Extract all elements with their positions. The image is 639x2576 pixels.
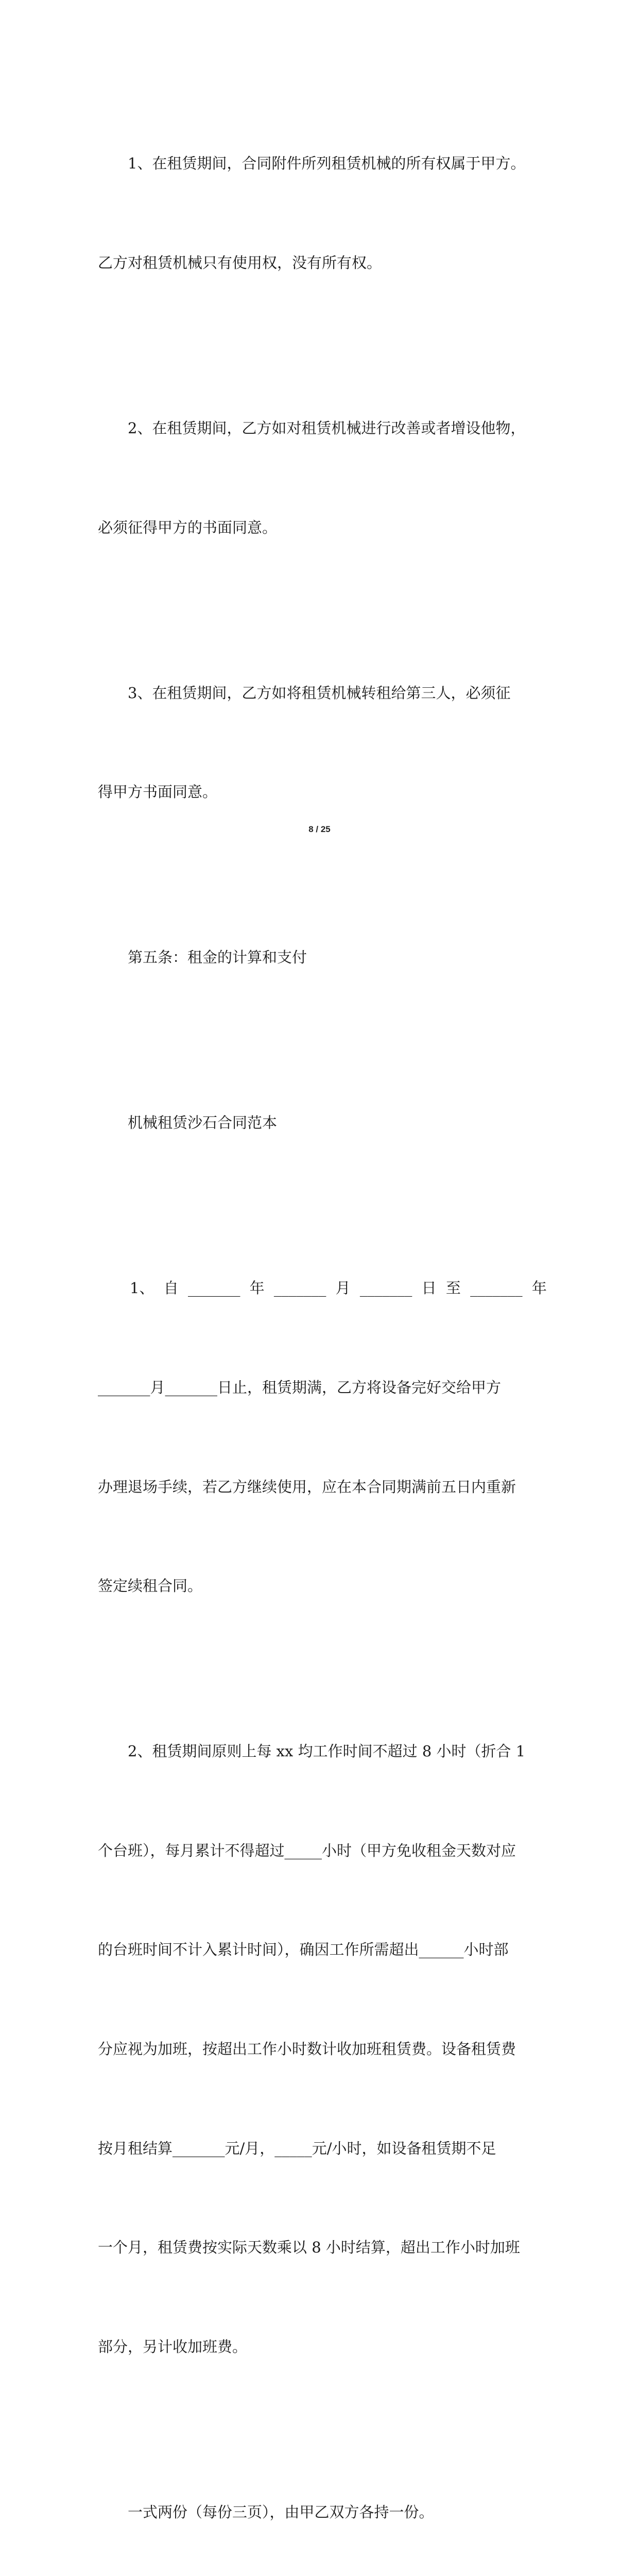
paragraph-line: 按月租结算_______元/月，_____元/小时，如设备租赁期不足 (98, 2139, 496, 2157)
paragraph-copies (98, 2429, 547, 2576)
paragraph-line: 个台班），每月累计不得超过_____小时（甲方免收租金天数对应 (98, 1841, 516, 1859)
paragraph-improvement (98, 346, 547, 611)
paragraph-sublease (98, 610, 547, 875)
paragraph-ownership (98, 81, 547, 346)
lease-term-date-line (98, 1272, 547, 1304)
page-number: 8 / 25 (308, 824, 331, 834)
document-subtitle (98, 1040, 547, 1206)
paragraph-line: 必须征得甲方的书面同意。 (98, 518, 278, 536)
date-part: 自 (163, 1279, 179, 1297)
paragraph-line: 机械租赁沙石合同范本 (128, 1114, 278, 1132)
blank-field: _______ (187, 1279, 240, 1297)
paragraph-line: 部分，另计收加班费。 (98, 2337, 248, 2355)
paragraph-line: 1、在租赁期间，合同附件所列租赁机械的所有权属于甲方。 (128, 155, 526, 173)
paragraph-lease-term (98, 1206, 547, 1669)
date-part: 月 (335, 1279, 351, 1297)
section-heading-article-5 (98, 875, 547, 1040)
date-part: 年 (531, 1279, 547, 1297)
blank-field: _______ (359, 1279, 412, 1297)
date-part: 日 (421, 1279, 437, 1297)
date-part: 1、 (130, 1279, 154, 1297)
paragraph-working-hours (98, 1669, 547, 2430)
paragraph-line: 一式两份（每份三页），由甲乙双方各持一份。 (128, 2503, 434, 2521)
paragraph-line: 乙方对租赁机械只有使用权，没有所有权。 (98, 254, 382, 272)
paragraph-line: 得甲方书面同意。 (98, 783, 218, 801)
paragraph-line: _______月_______日止，租赁期满，乙方将设备完好交给甲方 (98, 1378, 502, 1396)
paragraph-line: 分应视为加班，按超出工作小时数计收加班租赁费。设备租赁费 (98, 2040, 516, 2058)
paragraph-line: 3、在租赁期间，乙方如将租赁机械转租给第三人，必须征 (128, 684, 511, 702)
document-body (98, 81, 547, 2576)
date-part: 年 (249, 1279, 265, 1297)
paragraph-line: 2、租赁期间原则上每 xx 均工作时间不超过 8 小时（折合 1 (128, 1742, 526, 1760)
paragraph-line: 办理退场手续，若乙方继续使用，应在本合同期满前五日内重新 (98, 1478, 516, 1496)
blank-field: _______ (470, 1279, 523, 1297)
paragraph-line: 第五条：租金的计算和支付 (128, 948, 307, 967)
paragraph-line: 签定续租合同。 (98, 1577, 203, 1595)
paragraph-line: 一个月，租赁费按实际天数乘以 8 小时结算，超出工作小时加班 (98, 2239, 520, 2257)
date-part: 至 (445, 1279, 461, 1297)
blank-field: _______ (273, 1279, 326, 1297)
paragraph-line: 的台班时间不计入累计时间），确因工作所需超出______小时部 (98, 1941, 509, 1959)
paragraph-line: 2、在租赁期间，乙方如对租赁机械进行改善或者增设他物， (128, 419, 526, 437)
